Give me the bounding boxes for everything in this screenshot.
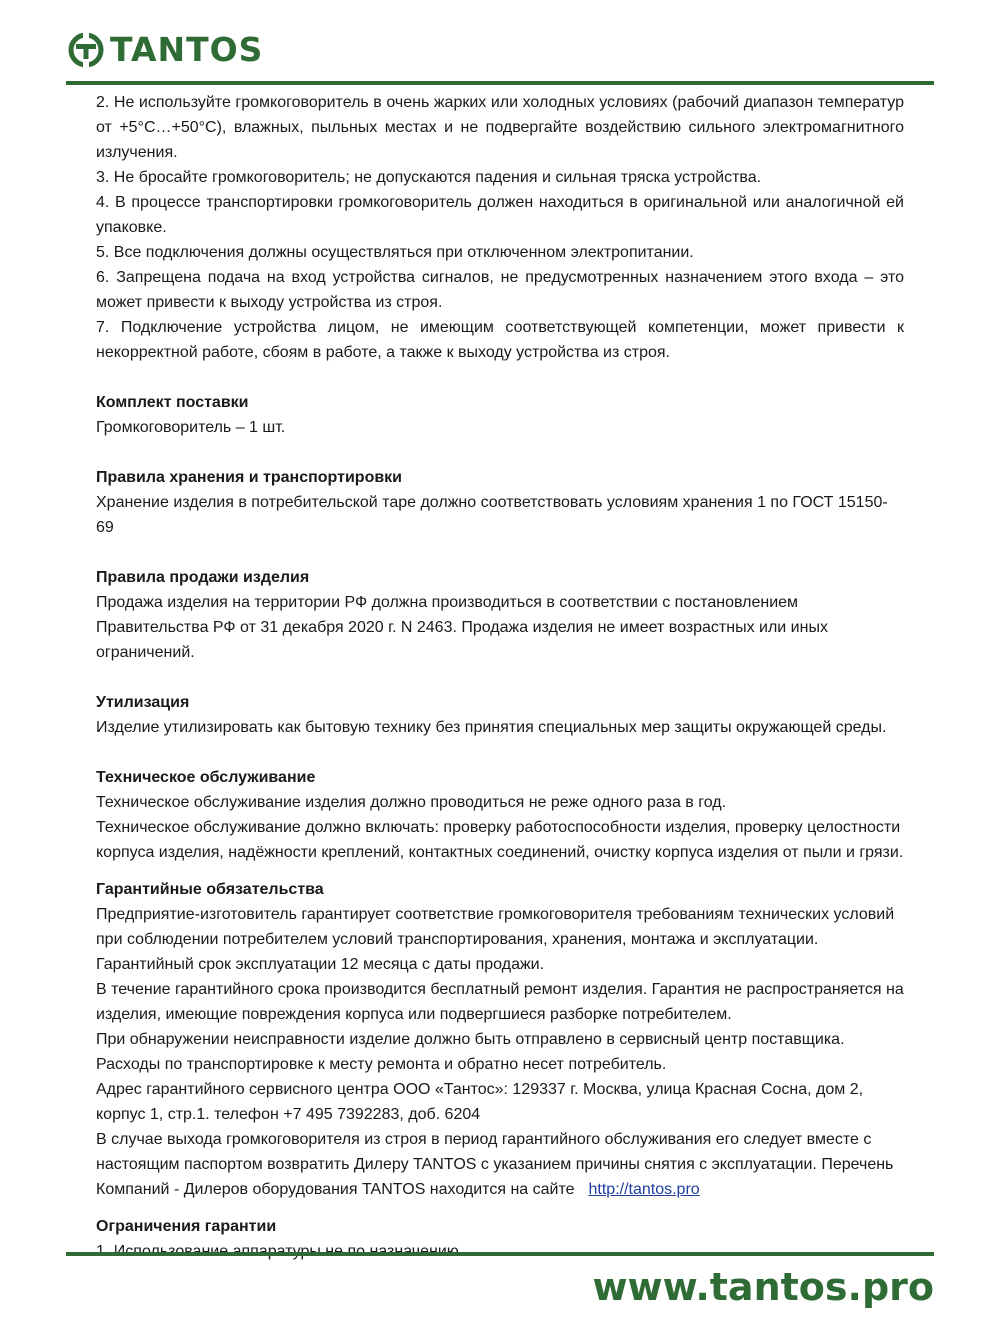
section-heading: Правила хранения и транспортировки [96,469,403,486]
section-heading: Комплект поставки [96,394,249,411]
section-text: Техническое обслуживание изделия должно проводиться не реже одного раза в год. [96,794,727,811]
section-text: Продажа изделия на территории РФ должна производиться в соответствии с постановлением Правительства РФ от 31 декабря 2020 г. N 2463. Продажа изделия не имеет возрастных или иных ограничений. [96,594,828,661]
section-text: Расходы по транспортировке к месту ремонта и обратно несет потребитель. [96,1056,667,1073]
section-heading: Утилизация [96,694,190,711]
section-limits [96,1214,904,1264]
section-text [96,1127,904,1202]
section-text: Громкоговоритель – 1 шт. [96,419,286,436]
list-item: 3. Не бросайте громкоговоритель; не допускаются падения и сильная тряска устройства. [96,169,762,186]
section-kit [96,390,904,440]
safety-list [96,90,904,365]
section-maintenance [96,765,904,865]
logo-text: TANTOS [110,30,264,69]
document-body [96,90,904,1264]
list-item: 5. Все подключения должны осуществляться при отключенном электропитании. [96,244,694,261]
section-text: В течение гарантийного срока производится бесплатный ремонт изделия. Гарантия не распространяется на изделия, имеющие повреждения корпуса или подвергшиеся разборке потребителем. [96,981,904,1023]
section-text: Гарантийный срок эксплуатации 12 месяца с даты продажи. [96,956,545,973]
section-sale [96,565,904,665]
list-item: 2. Не используйте громкоговоритель в очень жарких или холодных условиях (рабочий диапазон температур от +5°С…+50°С), влажных, пыльных местах и не подвергайте воздействию сильного электромагнитного излучения. [96,94,904,161]
section-text: Техническое обслуживание должно включать: проверку работоспособности изделия, проверку целостности корпуса изделия, надёжности креплений, контактных соединений, очистку корпуса изделия от пыли и грязи. [96,819,904,861]
section-text: Адрес гарантийного сервисного центра ООО «Тантос»: 129337 г. Москва, улица Красная Сосна, дом 2, корпус 1, стр.1. телефон +7 495 7392283, доб. 6204 [96,1081,864,1123]
list-item: 6. Запрещена подача на вход устройства сигналов, не предусмотренных назначением этого входа – это может привести к выходу устройства из строя. [96,269,904,311]
footer-website: www.tantos.pro [592,1265,934,1309]
section-heading: Ограничения гарантии [96,1218,277,1235]
section-warranty [96,877,904,1202]
section-heading: Техническое обслуживание [96,769,316,786]
section-disposal [96,690,904,740]
section-heading: Гарантийные обязательства [96,881,324,898]
tantos-logo-icon [66,30,106,70]
section-text: Предприятие-изготовитель гарантирует соответствие громкоговорителя требованиям технических условий при соблюдении потребителем условий транспортирования, хранения, монтажа и эксплуатации. [96,906,895,948]
header-divider [66,81,934,85]
dealer-text: В случае выхода громкоговорителя из строя в период гарантийного обслуживания его следует вместе с настоящим паспортом возвратить Дилеру TANTOS с указанием причины снятия с эксплуатации. Перечень Компаний - Дилеров оборудования TANTOS находится на сайте [96,1131,894,1198]
section-text: Изделие утилизировать как бытовую технику без принятия специальных мер защиты окружающей среды. [96,719,887,736]
list-item: 4. В процессе транспортировки громкоговоритель должен находиться в оригинальной или аналогичной ей упаковке. [96,194,904,236]
section-text: Хранение изделия в потребительской таре должно соответствовать условиям хранения 1 по ГОСТ 15150-69 [96,494,888,536]
section-text: При обнаружении неисправности изделие должно быть отправлено в сервисный центр поставщика. [96,1031,845,1048]
header [66,28,263,72]
section-storage [96,465,904,540]
list-item: 7. Подключение устройства лицом, не имеющим соответствующей компетенции, может привести к некорректной работе, сбоям в работе, а также к выходу устройства из строя. [96,319,904,361]
section-heading: Правила продажи изделия [96,569,310,586]
tantos-site-link[interactable]: http://tantos.pro [588,1181,700,1198]
footer-divider [66,1252,934,1256]
